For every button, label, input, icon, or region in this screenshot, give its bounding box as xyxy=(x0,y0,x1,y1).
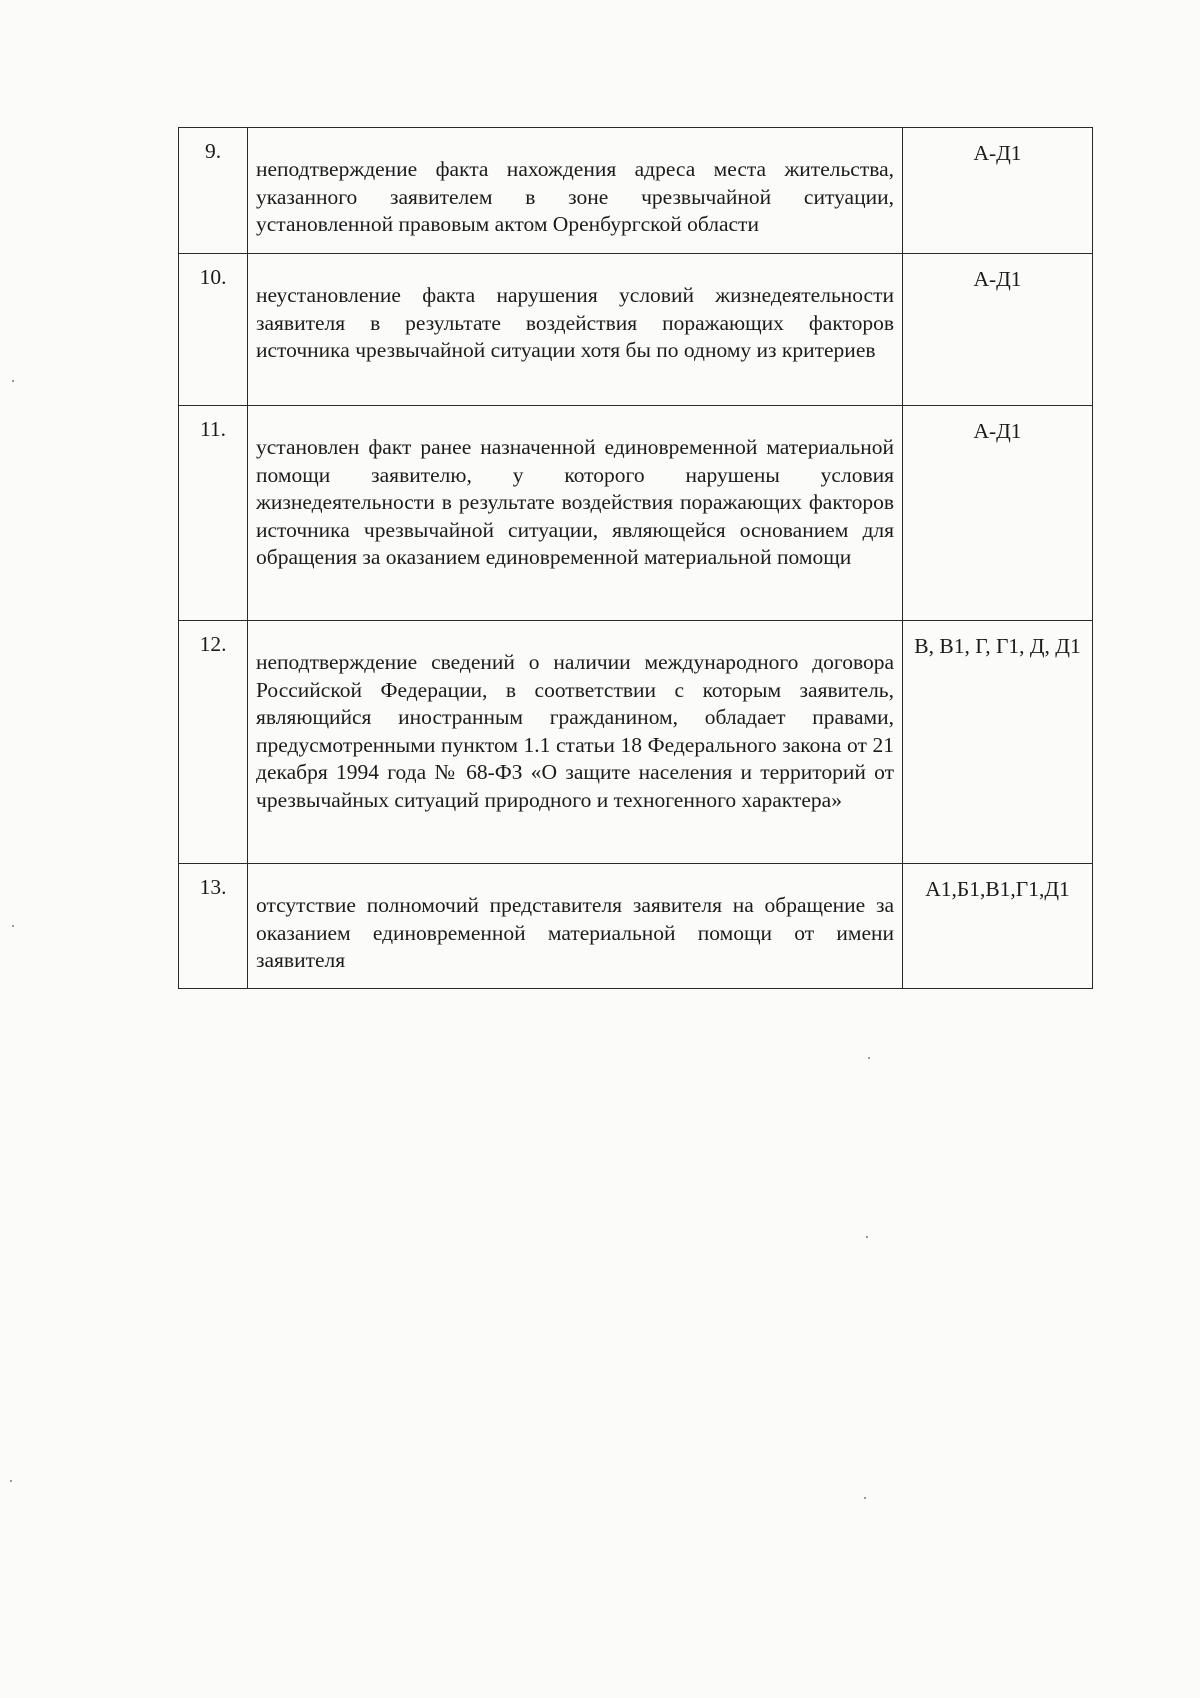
table-row xyxy=(179,254,1093,406)
refusal-grounds-table xyxy=(178,127,1093,989)
scan-speck xyxy=(866,1236,868,1238)
row-text: неподтверждение факта нахождения адреса места жительства, указанного заявителем в зоне чрезвычайной ситуации, установленной правовым актом Оренбургской области xyxy=(248,128,903,254)
row-code: А-Д1 xyxy=(903,406,1093,621)
row-code: В, В1, Г, Г1, Д, Д1 xyxy=(903,621,1093,864)
scan-speck xyxy=(10,1480,12,1482)
row-code: А-Д1 xyxy=(903,254,1093,406)
table-row xyxy=(179,406,1093,621)
scan-speck xyxy=(864,1497,866,1499)
row-text: отсутствие полномочий представителя заявителя на обращение за оказанием единовременной материальной помощи от имени заявителя xyxy=(248,864,903,989)
row-text: неустановление факта нарушения условий жизнедеятельности заявителя в результате воздействия поражающих факторов источника чрезвычайной ситуации хотя бы по одному из критериев xyxy=(248,254,903,406)
scan-speck xyxy=(12,925,14,927)
row-code: А1,Б1,В1,Г1,Д1 xyxy=(903,864,1093,989)
row-number: 10. xyxy=(179,254,248,406)
scan-speck xyxy=(12,380,14,382)
table-row xyxy=(179,864,1093,989)
row-text: установлен факт ранее назначенной единовременной материальной помощи заявителю, у которого нарушены условия жизнедеятельности в результате воздействия поражающих факторов источника чрезвычайной ситуации, являющейся основанием для обращения за оказанием единовременной материальной помощи xyxy=(248,406,903,621)
table-row xyxy=(179,128,1093,254)
row-text: неподтверждение сведений о наличии международного договора Российской Федерации, в соответствии с которым заявитель, являющийся иностранным гражданином, обладает правами, предусмотренными пунктом 1.1 статьи 18 Федерального закона от 21 декабря 1994 года № 68-ФЗ «О защите населения и территорий от чрезвычайных ситуаций природного и техногенного характера» xyxy=(248,621,903,864)
row-number: 12. xyxy=(179,621,248,864)
row-number: 11. xyxy=(179,406,248,621)
row-number: 13. xyxy=(179,864,248,989)
scan-speck xyxy=(868,1057,870,1059)
table-row xyxy=(179,621,1093,864)
row-number: 9. xyxy=(179,128,248,254)
row-code: А-Д1 xyxy=(903,128,1093,254)
